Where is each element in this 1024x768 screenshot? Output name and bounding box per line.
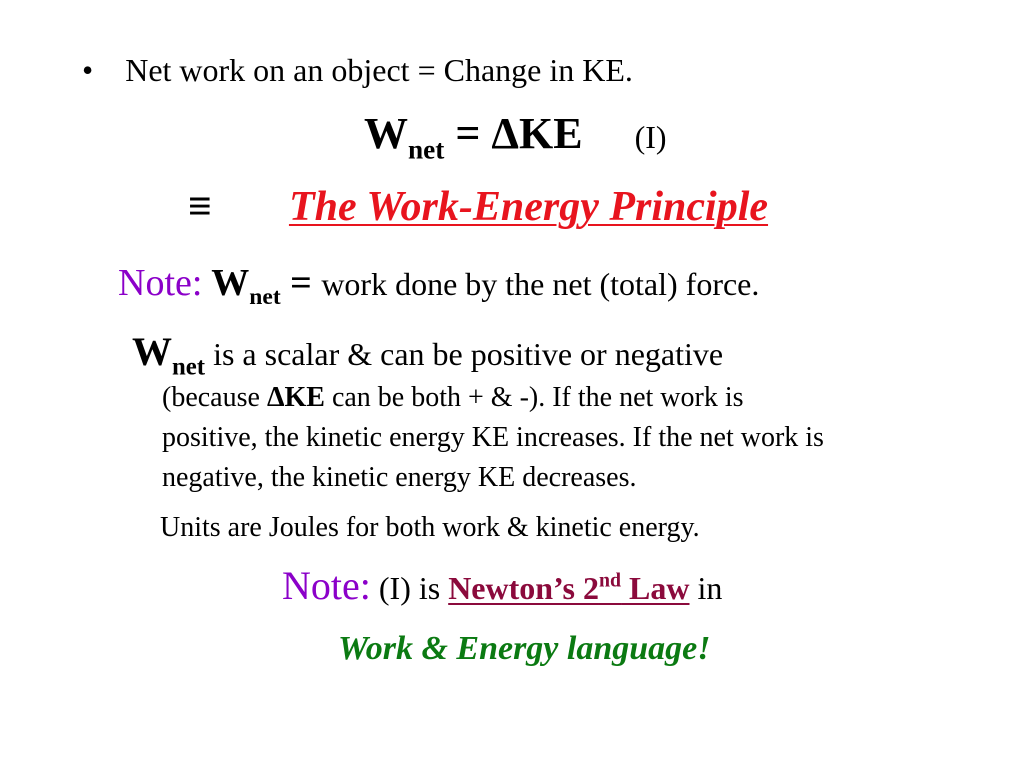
paragraph-l3: negative, the kinetic energy KE decreases. <box>162 462 637 493</box>
scalar-w: W <box>132 329 172 374</box>
bullet-line-net-work <box>82 54 633 86</box>
equation-tag: (I) <box>634 119 667 155</box>
equation-sub-net: net <box>408 134 445 165</box>
equation-rest: = ΔKE <box>444 109 583 158</box>
note1-w: W <box>202 262 250 304</box>
note1-sub-net: net <box>249 283 281 310</box>
note2-post: in <box>689 570 723 606</box>
work-energy-equation <box>364 109 667 165</box>
bullet-text: Net work on an object = Change in KE. <box>125 52 633 88</box>
note1-eq: = <box>280 262 322 304</box>
newton-law-text-2: Law <box>621 570 690 606</box>
newton-law-link <box>448 570 689 606</box>
paragraph-delta-ke: ΔKE <box>266 382 325 413</box>
paragraph-l2: positive, the kinetic energy KE increases. If the net work is <box>162 422 824 453</box>
paragraph-l1-post: can be both + & -). If the net work is <box>324 382 744 413</box>
paragraph-line-3 <box>162 464 637 492</box>
note2-pre: (I) is <box>370 570 449 606</box>
principle-title: The Work-Energy Principle <box>288 184 769 230</box>
closing-text: Work & Energy language! <box>338 630 711 667</box>
newton-law-sup: nd <box>598 569 622 592</box>
newton-law-text: Newton’s 2 <box>448 570 599 606</box>
paragraph-line-2 <box>162 424 824 452</box>
equation-w: W <box>364 109 408 158</box>
paragraph-line-1 <box>162 384 744 412</box>
scalar-text: is a scalar & can be positive or negative <box>205 336 724 372</box>
scalar-line <box>132 329 724 381</box>
units-text: Units are Joules for both work & kinetic energy. <box>160 512 700 543</box>
note-newton-line <box>282 563 723 608</box>
note1-text: work done by the net (total) force. <box>321 266 760 302</box>
note2-label: Note: <box>282 563 371 608</box>
note1-label: Note: <box>118 262 203 304</box>
paragraph-l1-pre: (because <box>162 382 267 413</box>
note-wnet-definition <box>118 262 760 310</box>
units-line <box>160 514 700 542</box>
equivalence-symbol: ≡ <box>188 184 212 230</box>
scalar-sub-net: net <box>172 353 206 381</box>
bullet-dot: • <box>82 52 94 88</box>
principle-line <box>188 186 768 228</box>
closing-line <box>338 632 710 666</box>
